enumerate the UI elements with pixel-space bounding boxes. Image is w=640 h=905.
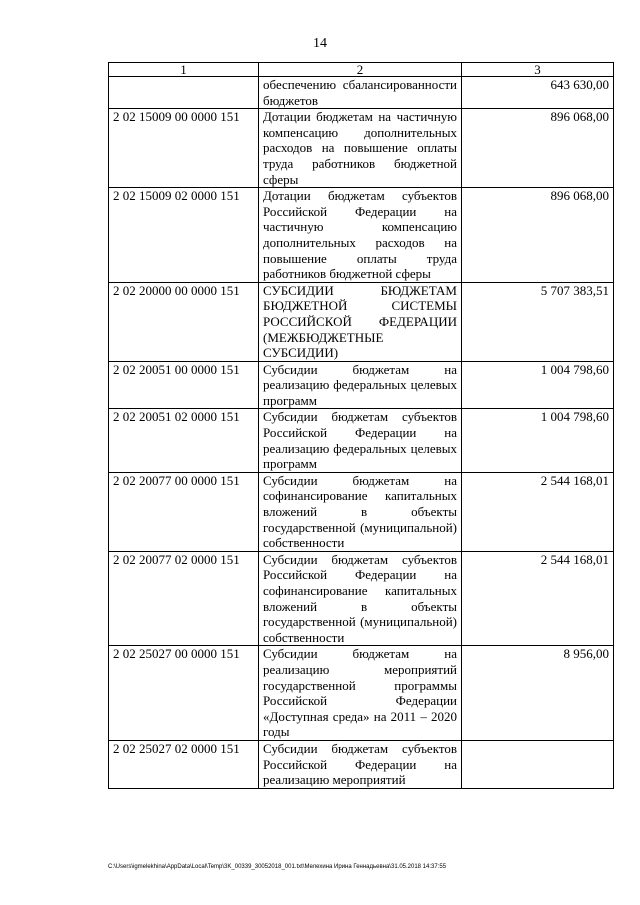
budget-code-cell: 2 02 15009 02 0000 151	[109, 188, 259, 283]
description-cell: Дотации бюджетам субъектов Российской Федерации на частичную компенсацию дополнительных расходов на повышение оплаты труда работников бюджетной сферы	[259, 188, 462, 283]
description-cell: обеспечению сбалансированности бюджетов	[259, 77, 462, 109]
amount-cell: 1 004 798,60	[462, 361, 614, 409]
file-path-footer: C:\Users\igmelekhina\AppData\Local\Temp\3K_00339_30052018_001.txt\Мелехина Ирина Геннадьевна\31.05.2018 14:37:55	[108, 864, 447, 870]
amount-cell: 5 707 383,51	[462, 282, 614, 361]
amount-cell: 643 630,00	[462, 77, 614, 109]
budget-code-cell: 2 02 20077 02 0000 151	[109, 551, 259, 646]
column-header-1: 1	[109, 63, 259, 77]
description-cell: Субсидии бюджетам на реализацию федеральных целевых программ	[259, 361, 462, 409]
budget-code-cell: 2 02 20000 00 0000 151	[109, 282, 259, 361]
page-number: 14	[313, 36, 327, 51]
description-cell: Субсидии бюджетам субъектов Российской Федерации на реализацию федеральных целевых программ	[259, 409, 462, 472]
budget-code-cell: 2 02 20051 02 0000 151	[109, 409, 259, 472]
description-cell: Субсидии бюджетам на реализацию мероприятий государственной программы Российской Федерации «Доступная среда» на 2011 – 2020 годы	[259, 646, 462, 741]
budget-code-cell: 2 02 15009 00 0000 151	[109, 109, 259, 188]
budget-code-cell: 2 02 20077 00 0000 151	[109, 472, 259, 551]
table-row	[109, 740, 614, 788]
budget-code-cell: 2 02 25027 00 0000 151	[109, 646, 259, 741]
amount-cell	[462, 740, 614, 788]
amount-cell: 8 956,00	[462, 646, 614, 741]
description-cell: Субсидии бюджетам субъектов Российской Федерации на софинансирование капитальных вложений в объекты государственной (муниципальной) собственности	[259, 551, 462, 646]
table-row	[109, 472, 614, 551]
budget-code-cell: 2 02 20051 00 0000 151	[109, 361, 259, 409]
amount-cell: 896 068,00	[462, 188, 614, 283]
table-row	[109, 409, 614, 472]
table-row	[109, 282, 614, 361]
table-row	[109, 77, 614, 109]
amount-cell: 2 544 168,01	[462, 551, 614, 646]
budget-table	[108, 62, 614, 789]
column-header-2: 2	[259, 63, 462, 77]
table-row	[109, 646, 614, 741]
budget-code-cell	[109, 77, 259, 109]
table-row	[109, 551, 614, 646]
amount-cell: 1 004 798,60	[462, 409, 614, 472]
table-row	[109, 188, 614, 283]
description-cell: СУБСИДИИ БЮДЖЕТАМ БЮДЖЕТНОЙ СИСТЕМЫ РОССИЙСКОЙ ФЕДЕРАЦИИ (МЕЖБЮДЖЕТНЫЕ СУБСИДИИ)	[259, 282, 462, 361]
column-header-3: 3	[462, 63, 614, 77]
budget-code-cell: 2 02 25027 02 0000 151	[109, 740, 259, 788]
description-cell: Дотации бюджетам на частичную компенсацию дополнительных расходов на повышение оплаты труда работников бюджетной сферы	[259, 109, 462, 188]
description-cell: Субсидии бюджетам на софинансирование капитальных вложений в объекты государственной (муниципальной) собственности	[259, 472, 462, 551]
amount-cell: 2 544 168,01	[462, 472, 614, 551]
table-row	[109, 109, 614, 188]
table-header-row	[109, 63, 614, 77]
description-cell: Субсидии бюджетам субъектов Российской Федерации на реализацию мероприятий	[259, 740, 462, 788]
amount-cell: 896 068,00	[462, 109, 614, 188]
table-row	[109, 361, 614, 409]
